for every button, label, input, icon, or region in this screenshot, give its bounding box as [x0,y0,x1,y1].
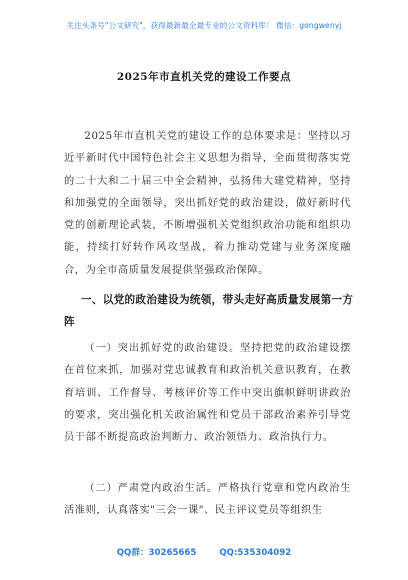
intro-paragraph: 2025年市直机关党的建设工作的总体要求是：坚持以习近平新时代中国特色社会主义思想为指导，全面贯彻落实党的二十大和二十届三中全会精神，弘扬伟大建党精神，坚持和加强党的全面领导，突出抓好党的政治建设，做好新时代党的创新理论武装，不断增强机关党组织政治功能和组织功能，持续打好转作风攻坚战，着力推动党建与业务深度融合，为全市高质量发展提供坚强政治保障。 [64,131,351,276]
footer-qq-group: QQ群：30265665 [116,548,197,558]
header-banner: 关注头条号"公文研究"，获得最新最全最专业的公文资料库！ 微信：gongwenyj [66,21,342,30]
section1-item1-paragraph: （一）突出抓好党的政治建设。坚持把党的政治建设摆在首位来抓，加强对党忠诚教育和政治机关意识教育，在教育培训、工作督导、考核评价等工作中突出旗帜鲜明讲政治的要求，突出强化机关政治属性和党员干部政治素养引导党员干部不断提高政治判断力、政治领悟力、政治执行力。 [64,343,351,444]
page-title: 2025年市直机关党的建设工作要点 [116,71,292,83]
section1-item2-paragraph: （二）严肃党内政治生活。严格执行党章和党内政治生活准则，认真落实"三会一课"、民主评议党员等组织生 [64,483,351,517]
section-heading-1: 一、以党的政治建设为统领，带头走好高质量发展第一方阵 [64,294,354,328]
footer-contact [0,546,408,558]
footer-qq: QQ:535304092 [219,548,292,558]
